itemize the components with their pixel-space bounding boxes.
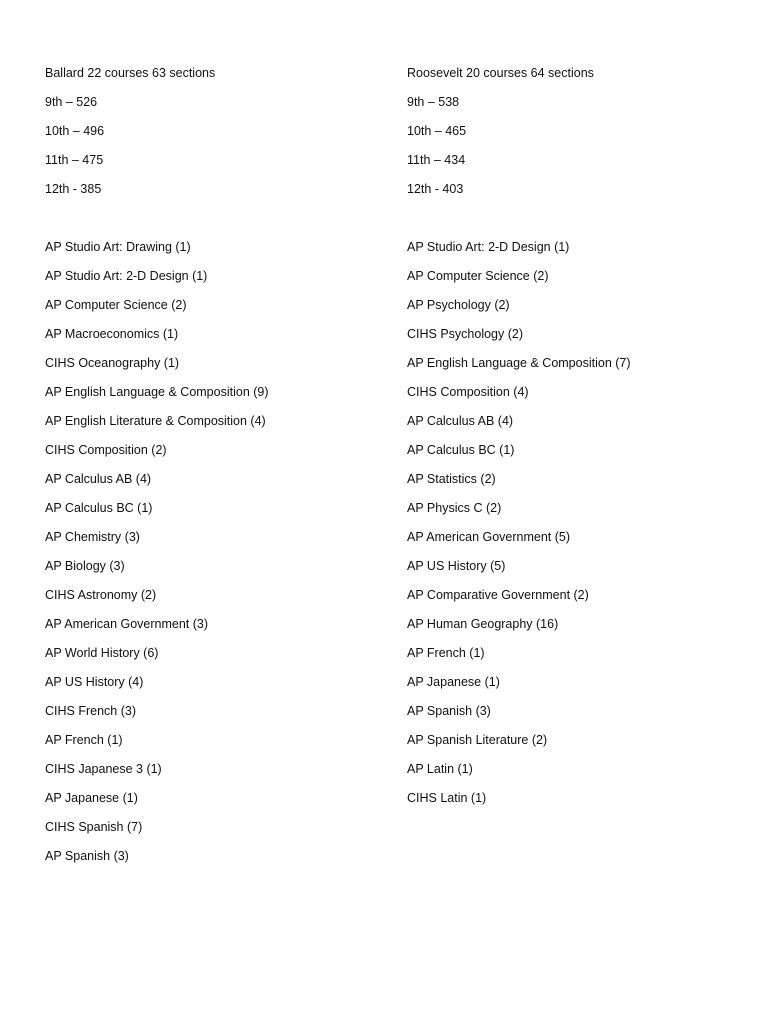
section-gap [45,209,375,238]
ballard-grade-12: 12th - 385 [45,182,102,196]
roosevelt-course: AP Statistics (2) [407,472,496,486]
roosevelt-course-list [407,238,747,818]
ballard-course: AP Biology (3) [45,559,125,573]
ballard-course: AP World History (6) [45,646,159,660]
roosevelt-course: AP Physics C (2) [407,501,502,515]
ballard-header: Ballard 22 courses 63 sections [45,66,216,80]
roosevelt-course: CIHS Psychology (2) [407,327,524,341]
roosevelt-header: Roosevelt 20 courses 64 sections [407,66,594,80]
roosevelt-grade-10: 10th – 465 [407,124,467,138]
roosevelt-grade-11: 11th – 434 [407,153,466,167]
ballard-course: AP Calculus AB (4) [45,472,152,486]
roosevelt-course: CIHS Composition (4) [407,385,529,399]
roosevelt-course: AP Calculus AB (4) [407,414,514,428]
ballard-course: CIHS French (3) [45,704,136,718]
ballard-course: AP American Government (3) [45,617,209,631]
roosevelt-course: AP French (1) [407,646,485,660]
ballard-column [45,64,375,876]
roosevelt-course: AP Human Geography (16) [407,617,559,631]
ballard-course-list [45,238,375,876]
roosevelt-course: AP Spanish Literature (2) [407,733,548,747]
ballard-course: AP Macroeconomics (1) [45,327,179,341]
roosevelt-course: AP Psychology (2) [407,298,510,312]
roosevelt-course: AP Calculus BC (1) [407,443,515,457]
roosevelt-column [407,64,747,818]
ballard-course: CIHS Astronomy (2) [45,588,157,602]
roosevelt-course: AP Comparative Government (2) [407,588,589,602]
ballard-course: AP French (1) [45,733,123,747]
ballard-course: AP Spanish (3) [45,849,129,863]
roosevelt-course: CIHS Latin (1) [407,791,487,805]
ballard-course: AP US History (4) [45,675,144,689]
ballard-grade-9: 9th – 526 [45,95,98,109]
ballard-course: CIHS Japanese 3 (1) [45,762,162,776]
ballard-course: AP Studio Art: Drawing (1) [45,240,191,254]
ballard-course: AP Computer Science (2) [45,298,187,312]
roosevelt-course: AP Studio Art: 2-D Design (1) [407,240,570,254]
roosevelt-course: AP English Language & Composition (7) [407,356,631,370]
ballard-course: AP Calculus BC (1) [45,501,153,515]
ballard-course: AP Studio Art: 2-D Design (1) [45,269,208,283]
ballard-course: CIHS Composition (2) [45,443,167,457]
ballard-grade-10: 10th – 496 [45,124,105,138]
roosevelt-course: AP American Government (5) [407,530,571,544]
roosevelt-grade-9: 9th – 538 [407,95,460,109]
ballard-course: AP Japanese (1) [45,791,138,805]
ballard-course: AP English Literature & Composition (4) [45,414,266,428]
roosevelt-course: AP Spanish (3) [407,704,491,718]
ballard-course: CIHS Spanish (7) [45,820,143,834]
ballard-course: CIHS Oceanography (1) [45,356,180,370]
roosevelt-course: AP US History (5) [407,559,506,573]
section-gap [407,209,747,238]
ballard-grade-11: 11th – 475 [45,153,104,167]
ballard-course: AP Chemistry (3) [45,530,140,544]
roosevelt-course: AP Latin (1) [407,762,473,776]
roosevelt-course: AP Japanese (1) [407,675,500,689]
roosevelt-grade-12: 12th - 403 [407,182,464,196]
roosevelt-course: AP Computer Science (2) [407,269,549,283]
ballard-course: AP English Language & Composition (9) [45,385,269,399]
